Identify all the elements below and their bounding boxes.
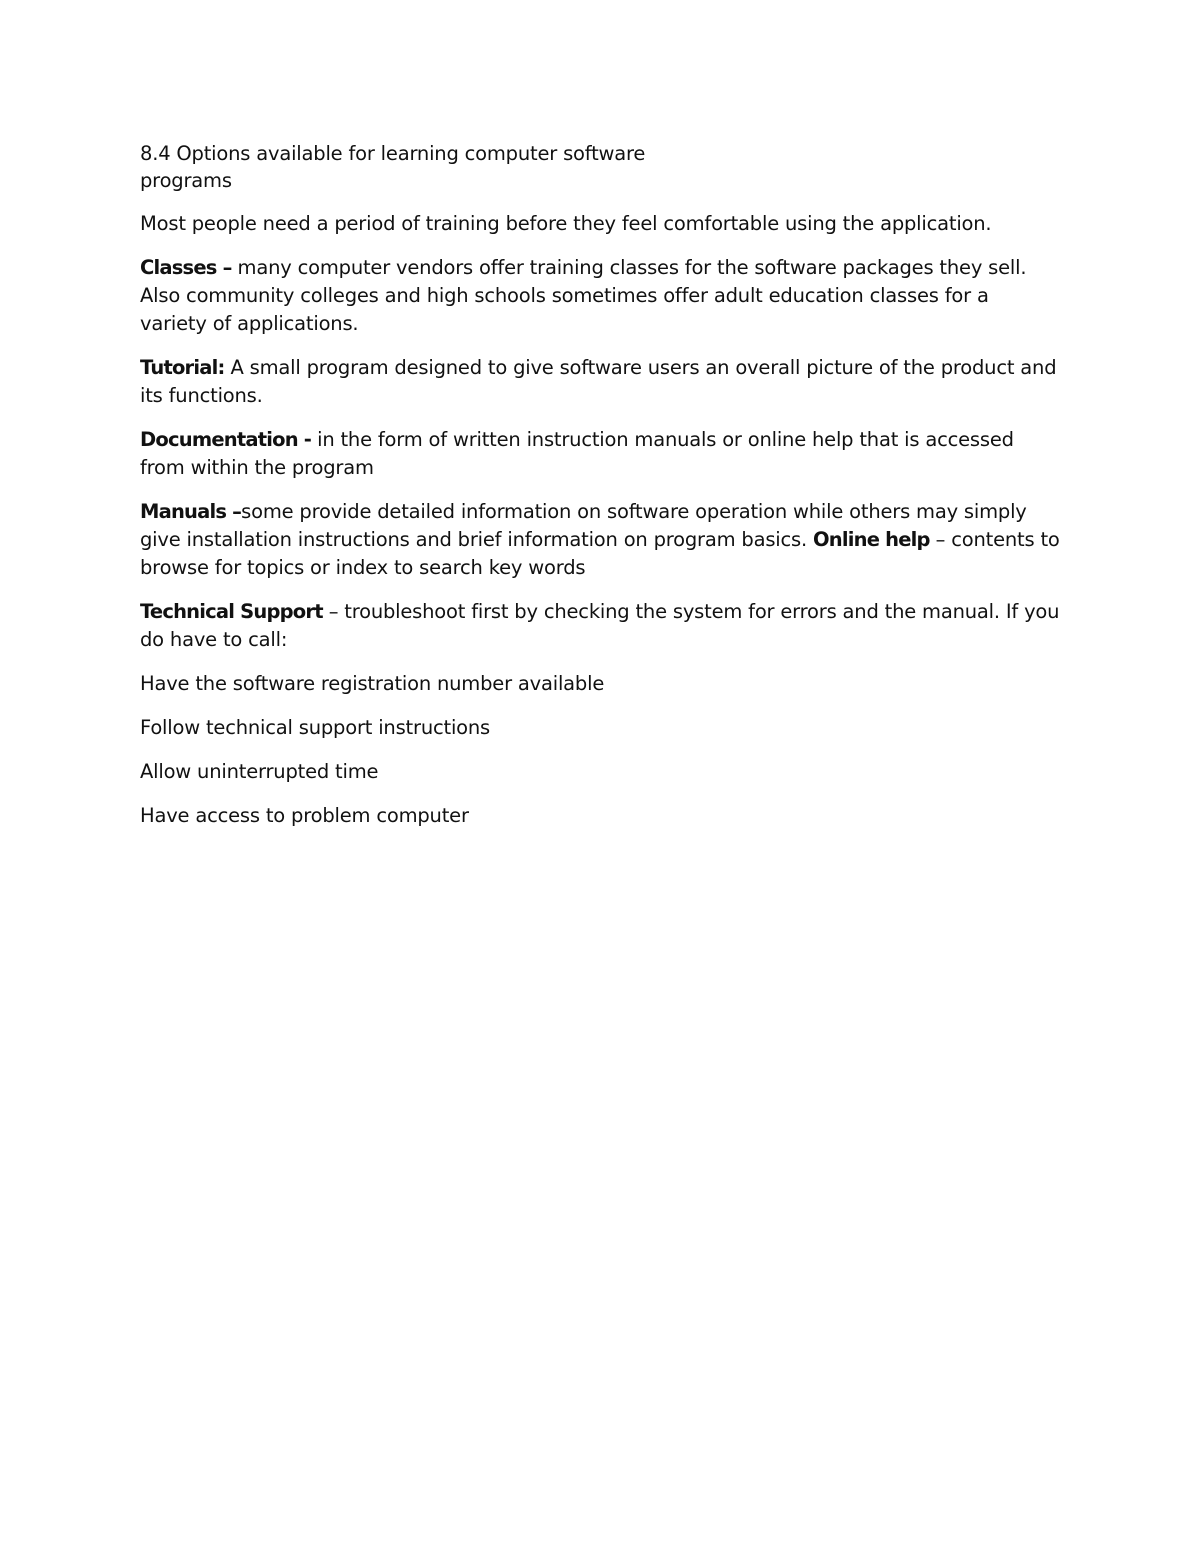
- documentation-term: Documentation -: [140, 428, 312, 451]
- classes-text: many computer vendors offer training classes for the software packages they sell. Also community colleges and high schools sometimes offer adult education classes for a variety of applications.: [140, 256, 1027, 335]
- support-step: Have the software registration number available: [140, 672, 605, 695]
- manuals-paragraph: [140, 498, 1060, 582]
- classes-term: Classes –: [140, 256, 232, 279]
- section-title: 8.4 Options available for learning computer software programs: [140, 142, 646, 192]
- tutorial-paragraph: [140, 354, 1060, 410]
- classes-paragraph: [140, 254, 1060, 338]
- technical-support-text: – troubleshoot first by checking the system for errors and the manual. If you do have to call:: [140, 600, 1060, 651]
- support-step: Allow uninterrupted time: [140, 760, 379, 783]
- online-help-text: – contents to browse for topics or index to search key words: [140, 528, 1060, 579]
- tutorial-text: A small program designed to give software users an overall picture of the product and its functions.: [140, 356, 1057, 407]
- documentation-text: in the form of written instruction manuals or online help that is accessed from within the program: [140, 428, 1014, 479]
- manuals-text: some provide detailed information on software operation while others may simply give installation instructions and brief information on program basics.: [140, 500, 1027, 551]
- support-step: Follow technical support instructions: [140, 716, 491, 739]
- documentation-paragraph: [140, 426, 1060, 482]
- technical-support-paragraph: [140, 598, 1060, 654]
- support-step: Have access to problem computer: [140, 804, 469, 827]
- tutorial-term: Tutorial:: [140, 356, 225, 379]
- intro-paragraph: Most people need a period of training before they feel comfortable using the application.: [140, 212, 992, 235]
- manuals-term: Manuals –: [140, 500, 242, 523]
- online-help-term: Online help: [813, 528, 930, 551]
- document-content: [140, 140, 1060, 846]
- technical-support-term: Technical Support: [140, 600, 323, 623]
